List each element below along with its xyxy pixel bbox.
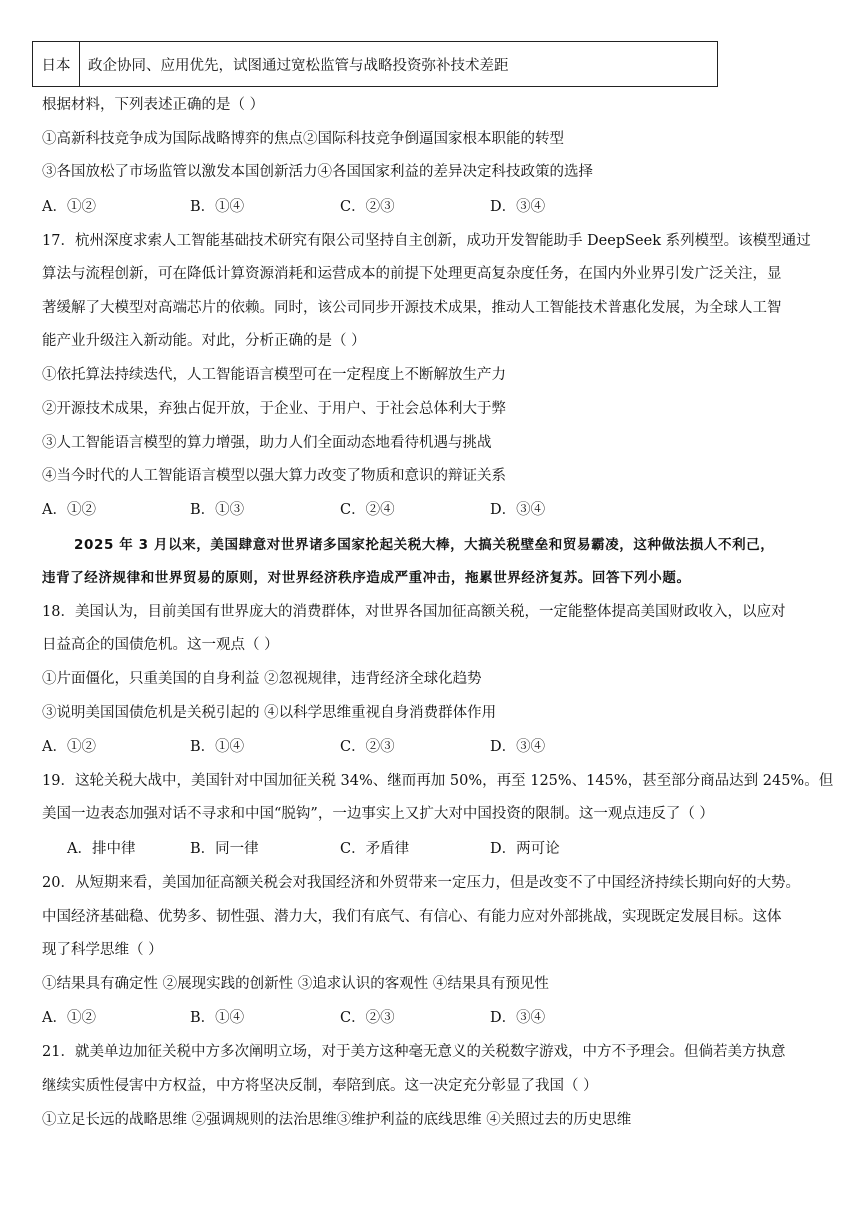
q19-option-a[interactable]: A．排中律 bbox=[67, 841, 136, 857]
q16-option-b[interactable]: B．①④ bbox=[190, 199, 245, 215]
q18-statement-2: ③说明美国国债危机是关税引起的 ④以科学思维重视自身消费群体作用 bbox=[42, 705, 497, 721]
material-line-1: 2025 年 3 月以来，美国肆意对世界诸多国家抡起关税大棒，大搞关税壁垒和贸易霸凌，这种做法损人不利己， bbox=[74, 537, 775, 553]
q17-stem-line-4: 能产业升级注入新动能。对此，分析正确的是（ ） bbox=[42, 333, 366, 349]
q20-option-b[interactable]: B．①④ bbox=[190, 1010, 245, 1026]
q16-statements-2: ③各国放松了市场监管以激发本国创新活力④各国国家利益的差异决定科技政策的选择 bbox=[42, 164, 593, 180]
q17-statement-4: ④当今时代的人工智能语言模型以强大算力改变了物质和意识的辩证关系 bbox=[42, 468, 506, 484]
q17-statement-1: ①依托算法持续迭代，人工智能语言模型可在一定程度上不断解放生产力 bbox=[42, 367, 506, 383]
q17-statement-3: ③人工智能语言模型的算力增强，助力人们全面动态地看待机遇与挑战 bbox=[42, 435, 492, 451]
q20-stem-line-3: 现了科学思维（ ） bbox=[42, 942, 163, 958]
q18-stem-line-2: 日益高企的国债危机。这一观点（ ） bbox=[42, 637, 279, 653]
q20-option-d[interactable]: D．③④ bbox=[490, 1010, 546, 1026]
q16-stem: 根据材料，下列表述正确的是（ ） bbox=[42, 97, 265, 113]
q18-option-d[interactable]: D．③④ bbox=[490, 739, 546, 755]
q20-stem-line-1: 20．从短期来看，美国加征高额关税会对我国经济和外贸带来一定压力，但是改变不了中国经济持续长期向好的大势。 bbox=[42, 875, 800, 891]
q19-stem-line-2: 美国一边表态加强对话不寻求和中国“脱钩”，一边事实上又扩大对中国投资的限制。这一观点违反了（ ） bbox=[42, 806, 714, 822]
q18-option-c[interactable]: C．②③ bbox=[340, 739, 395, 755]
q20-stem-line-2: 中国经济基础稳、优势多、韧性强、潜力大，我们有底气、有信心、有能力应对外部挑战，实现既定发展目标。这体 bbox=[42, 909, 782, 925]
q16-option-a[interactable]: A．①② bbox=[42, 199, 96, 215]
q17-statement-2: ②开源技术成果，弃独占促开放，于企业、于用户、于社会总体利大于弊 bbox=[42, 401, 506, 417]
q17-option-b[interactable]: B．①③ bbox=[190, 502, 245, 518]
q18-stem-line-1: 18．美国认为，目前美国有世界庞大的消费群体，对世界各国加征高额关税，一定能整体提高美国财政收入，以应对 bbox=[42, 604, 786, 620]
q18-option-a[interactable]: A．①② bbox=[42, 739, 96, 755]
q17-option-a[interactable]: A．①② bbox=[42, 502, 96, 518]
q21-statements: ①立足长远的战略思维 ②强调规则的法治思维③维护利益的底线思维 ④关照过去的历史思维 bbox=[42, 1112, 632, 1128]
q17-stem-line-3: 著缓解了大模型对高端芯片的依赖。同时，该公司同步开源技术成果，推动人工智能技术普惠化发展，为全球人工智 bbox=[42, 300, 782, 316]
q19-option-b[interactable]: B．同一律 bbox=[190, 841, 259, 857]
q18-statement-1: ①片面僵化，只重美国的自身利益 ②忽视规律，违背经济全球化趋势 bbox=[42, 671, 482, 687]
q17-stem-line-1: 17．杭州深度求索人工智能基础技术研究有限公司坚持自主创新，成功开发智能助手 DeepSeek 系列模型。该模型通过 bbox=[42, 233, 811, 249]
q21-stem-line-2: 继续实质性侵害中方权益，中方将坚决反制，奉陪到底。这一决定充分彰显了我国（ ） bbox=[42, 1078, 598, 1094]
q19-option-c[interactable]: C．矛盾律 bbox=[340, 841, 410, 857]
policy-description-cell: 政企协同、应用优先，试图通过宽松监管与战略投资弥补技术差距 bbox=[80, 42, 718, 87]
q19-option-d[interactable]: D．两可论 bbox=[490, 841, 560, 857]
q20-statements: ①结果具有确定性 ②展现实践的创新性 ③追求认识的客观性 ④结果具有预见性 bbox=[42, 976, 549, 992]
q16-option-c[interactable]: C．②③ bbox=[340, 199, 395, 215]
q19-stem-line-1: 19．这轮关税大战中，美国针对中国加征关税 34%、继而再加 50%，再至 125%、145%，甚至部分商品达到 245%。但 bbox=[42, 773, 834, 789]
material-line-2: 违背了经济规律和世界贸易的原则，对世界经济秩序造成严重冲击，拖累世界经济复苏。回答下列小题。 bbox=[42, 570, 691, 586]
q17-stem-line-2: 算法与流程创新，可在降低计算资源消耗和运营成本的前提下处理更高复杂度任务，在国内外业界引发广泛关注，显 bbox=[42, 266, 782, 282]
policy-table bbox=[32, 41, 718, 87]
q21-stem-line-1: 21．就美单边加征关税中方多次阐明立场，对于美方这种毫无意义的关税数字游戏，中方不予理会。但倘若美方执意 bbox=[42, 1044, 786, 1060]
country-cell: 日本 bbox=[33, 42, 80, 87]
table-row bbox=[33, 42, 718, 87]
q17-option-c[interactable]: C．②④ bbox=[340, 502, 395, 518]
q18-option-b[interactable]: B．①④ bbox=[190, 739, 245, 755]
q20-option-c[interactable]: C．②③ bbox=[340, 1010, 395, 1026]
q16-statements-1: ①高新科技竞争成为国际战略博弈的焦点②国际科技竞争倒逼国家根本职能的转型 bbox=[42, 131, 564, 147]
q20-option-a[interactable]: A．①② bbox=[42, 1010, 96, 1026]
q16-option-d[interactable]: D．③④ bbox=[490, 199, 546, 215]
q17-option-d[interactable]: D．③④ bbox=[490, 502, 546, 518]
